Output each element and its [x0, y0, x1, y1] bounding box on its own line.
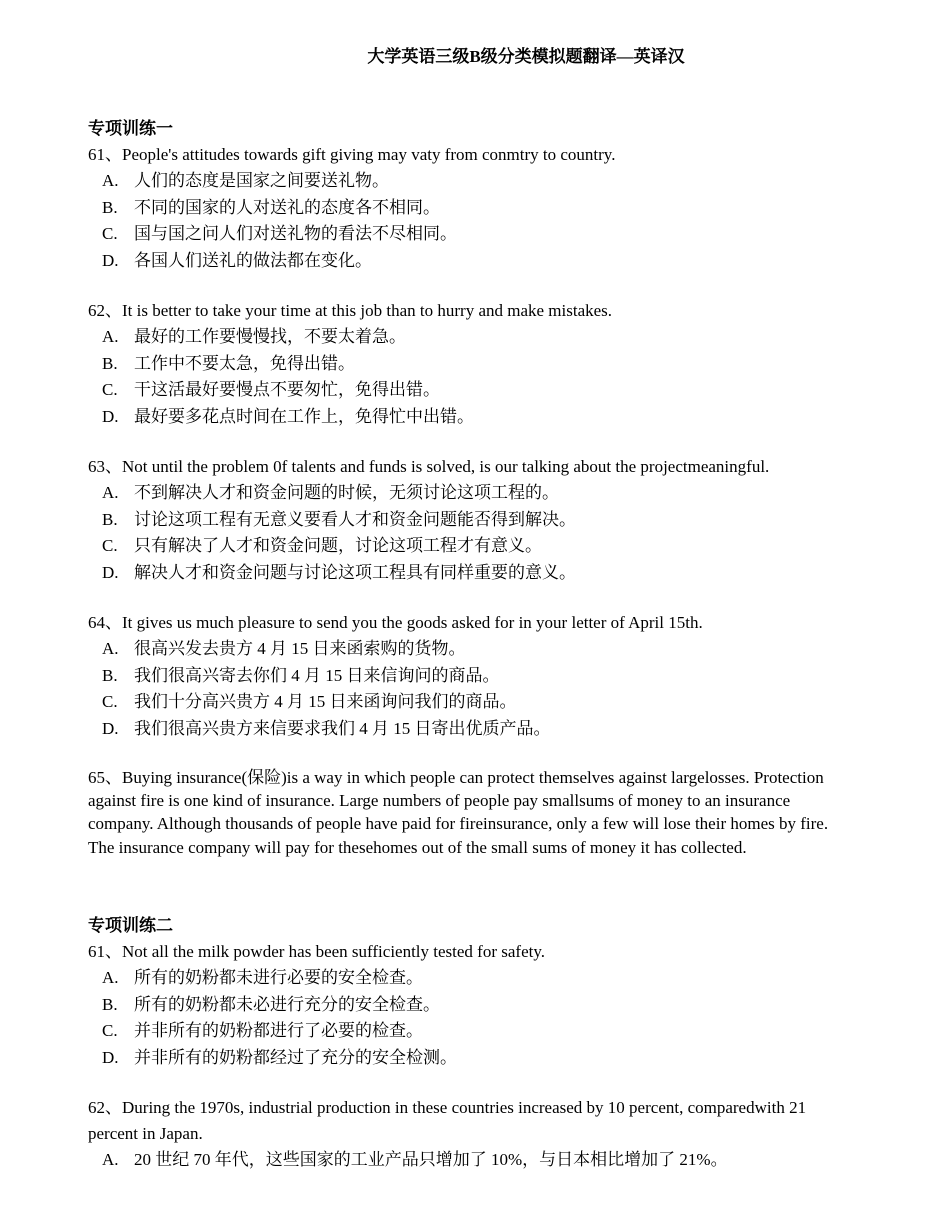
question-text-line: 62、During the 1970s, industrial production in these countries increased by 10 percent, comparedwith 21: [88, 1098, 807, 1117]
option-text: 各国人们送礼的做法都在变化。: [134, 250, 372, 270]
option-letter: D.: [102, 562, 119, 582]
option-b: [102, 663, 904, 690]
option-d: [102, 1045, 904, 1072]
section-2: [88, 913, 904, 1174]
passage-65: [88, 766, 904, 861]
option-a: [102, 1147, 904, 1174]
option-letter: C.: [102, 692, 118, 711]
section-title: 专项训练一: [88, 119, 173, 138]
option-letter: B.: [102, 197, 118, 217]
option-letter: A.: [102, 483, 119, 502]
option-text: 我们很高兴寄去你们 4 月 15 日来信询问的商品。: [134, 665, 500, 685]
option-text: 讨论这项工程有无意义要看人才和资金问题能否得到解决。: [134, 509, 576, 529]
question-text-line: percent in Japan.: [88, 1124, 203, 1143]
option-letter: B.: [102, 665, 118, 685]
option-text: 很高兴发去贵方 4 月 15 日来函索购的货物。: [134, 639, 466, 658]
option-letter: C.: [102, 1021, 118, 1040]
option-letter: C.: [102, 224, 118, 243]
option-d: [102, 248, 904, 275]
option-letter: D.: [102, 718, 119, 738]
option-a: [102, 636, 904, 663]
question-text: 61、People's attitudes towards gift giving may vaty from conmtry to country.: [88, 145, 616, 164]
option-text: 国与国之问人们对送礼物的看法不尽相同。: [134, 224, 457, 243]
option-text: 人们的态度是国家之间要送礼物。: [134, 171, 389, 190]
passage-line: 65、Buying insurance(保险)is a way in which people can protect themselves against largelosses. Protection: [88, 768, 824, 787]
option-b: [102, 195, 904, 222]
option-letter: A.: [102, 327, 119, 346]
section-1: [88, 116, 904, 861]
option-letter: A.: [102, 171, 119, 190]
option-letter: B.: [102, 994, 118, 1014]
option-letter: D.: [102, 1047, 119, 1067]
question-64: [88, 610, 904, 742]
option-d: [102, 716, 904, 743]
option-text: 我们十分高兴贵方 4 月 15 日来函询问我们的商品。: [134, 692, 517, 711]
option-text: 干这活最好要慢点不要匆忙，免得出错。: [134, 380, 440, 399]
question-text: 61、Not all the milk powder has been sufficiently tested for safety.: [88, 942, 545, 961]
option-letter: C.: [102, 536, 118, 555]
option-text: 所有的奶粉都未进行必要的安全检查。: [134, 968, 423, 987]
option-letter: A.: [102, 968, 119, 987]
question-text: 64、It gives us much pleasure to send you the goods asked for in your letter of April 15th.: [88, 613, 703, 632]
option-a: [102, 168, 904, 195]
passage-line: The insurance company will pay for thesehomes out of the small sums of money it has collected.: [88, 838, 747, 857]
option-text: 最好要多花点时间在工作上，免得忙中出错。: [134, 406, 474, 426]
document-title: 大学英语三级B级分类模拟题翻译—英译汉: [367, 47, 685, 66]
option-b: [102, 351, 904, 378]
option-a: [102, 480, 904, 507]
option-b: [102, 992, 904, 1019]
option-letter: D.: [102, 406, 119, 426]
option-a: [102, 324, 904, 351]
option-letter: B.: [102, 353, 118, 373]
option-letter: C.: [102, 380, 118, 399]
option-text: 并非所有的奶粉都经过了充分的安全检测。: [134, 1047, 457, 1067]
question-text: 62、It is better to take your time at this job than to hurry and make mistakes.: [88, 301, 613, 320]
option-text: 不到解决人才和资金问题的时候，无须讨论这项工程的。: [134, 483, 559, 502]
option-text: 最好的工作要慢慢找，不要太着急。: [134, 327, 406, 346]
option-text: 工作中不要太急，免得出错。: [134, 353, 355, 373]
option-text: 我们很高兴贵方来信要求我们 4 月 15 日寄出优质产品。: [134, 718, 551, 738]
option-d: [102, 560, 904, 587]
question-62: [88, 298, 904, 430]
passage-line: company. Although thousands of people have paid for fireinsurance, only a few will lose their homes by fire.: [88, 814, 829, 833]
question-61: [88, 939, 904, 1071]
option-letter: A.: [102, 1150, 119, 1169]
option-c: [102, 377, 904, 404]
option-text: 20 世纪 70 年代，这些国家的工业产品只增加了 10%，与日本相比增加了 21%。: [134, 1150, 728, 1169]
option-text: 所有的奶粉都未必进行充分的安全检查。: [134, 994, 440, 1014]
option-text: 解决人才和资金问题与讨论这项工程具有同样重要的意义。: [134, 562, 576, 582]
option-c: [102, 221, 904, 248]
option-b: [102, 507, 904, 534]
option-a: [102, 965, 904, 992]
question-text: 63、Not until the problem 0f talents and funds is solved, is our talking about the projectmeaningful.: [88, 457, 770, 476]
option-c: [102, 533, 904, 560]
option-letter: A.: [102, 639, 119, 658]
option-text: 只有解决了人才和资金问题，讨论这项工程才有意义。: [134, 536, 542, 555]
option-letter: B.: [102, 509, 118, 529]
option-d: [102, 404, 904, 431]
question-63: [88, 454, 904, 586]
option-c: [102, 1018, 904, 1045]
section-title: 专项训练二: [88, 916, 173, 935]
question-62: [88, 1095, 904, 1174]
option-letter: D.: [102, 250, 119, 270]
option-text: 不同的国家的人对送礼的态度各不相同。: [134, 197, 440, 217]
passage-line: against fire is one kind of insurance. Large numbers of people pay smallsums of money to an insurance: [88, 791, 791, 810]
question-61: [88, 142, 904, 274]
option-c: [102, 689, 904, 716]
option-text: 并非所有的奶粉都进行了必要的检查。: [134, 1021, 423, 1040]
